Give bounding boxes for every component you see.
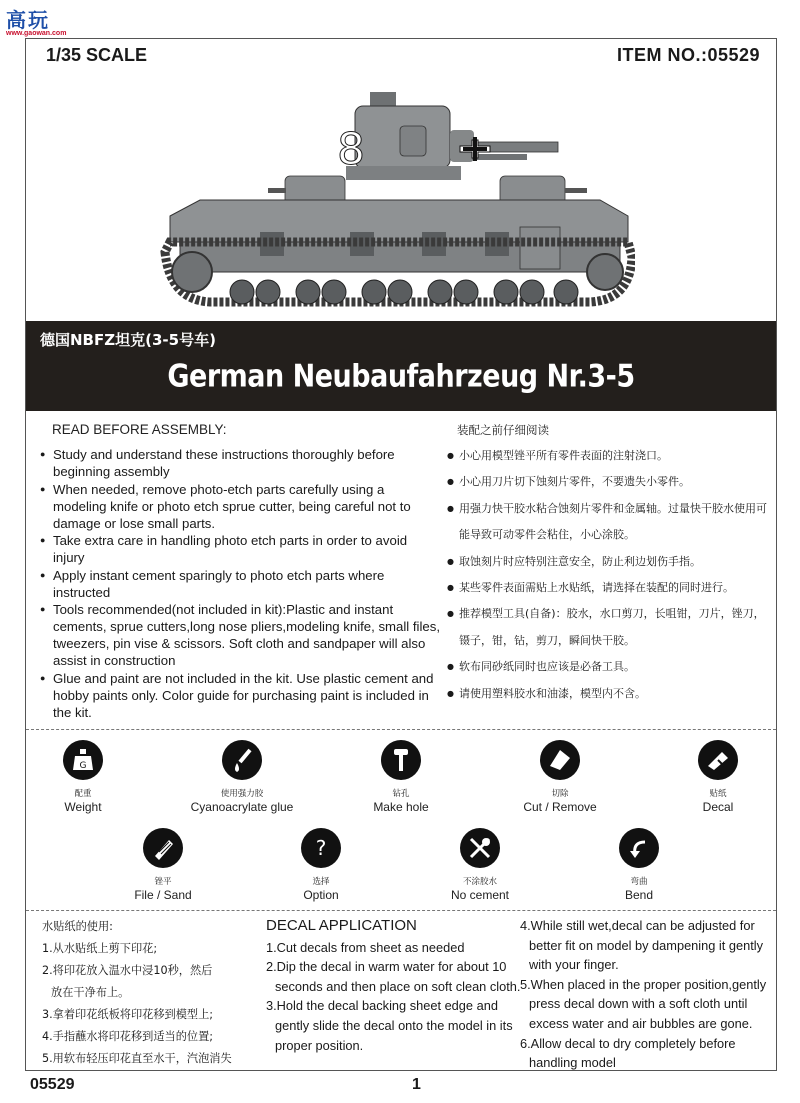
symbol-file bbox=[93, 828, 233, 902]
symbol-glue bbox=[172, 740, 312, 814]
tank-illustration bbox=[160, 92, 635, 314]
list-item: ● Glue and paint are not included in the kit. Use plastic cement and hobby paints only. Color guide for purchasing paint is included in the kit. bbox=[40, 670, 440, 721]
decal-step: press decal down with a soft cloth until bbox=[529, 996, 748, 1012]
decal-en-section-2 bbox=[520, 916, 775, 1073]
read-before-title: READ BEFORE ASSEMBLY: bbox=[52, 422, 227, 437]
list-item: ● 请使用塑料胶水和油漆，模型内不含。 bbox=[447, 681, 767, 707]
site-logo-text: 高玩 bbox=[6, 8, 50, 32]
symbol-label-cn: 配重 bbox=[74, 789, 92, 799]
svg-text:G: G bbox=[79, 761, 87, 771]
list-item: ● Tools recommended(not included in kit):Plastic and instant cements, sprue cutters,long nose pliers,modeling knife, small files, tweezers, pin vise & scissors. Soft cloth and sandpaper will also assist in construction bbox=[40, 601, 440, 669]
divider bbox=[26, 729, 776, 730]
instructions-en-list bbox=[40, 446, 440, 721]
symbol-weight bbox=[13, 740, 153, 814]
symbol-option bbox=[251, 828, 391, 902]
decal-step: 4.手指蘸水将印花移到适当的位置; bbox=[42, 1030, 214, 1043]
symbol-label-en: Option bbox=[303, 888, 339, 902]
decal-step: 5.用软布轻压印花直至水干，汽泡消失 bbox=[42, 1052, 232, 1065]
decal-step: excess water and air bubbles are gone. bbox=[529, 1015, 753, 1031]
decal-icon bbox=[698, 740, 738, 780]
site-logo bbox=[4, 4, 74, 38]
file-icon bbox=[143, 828, 183, 868]
list-item: ● 推荐模型工具(自备)：胶水，水口剪刀，长咀钳，刀片，锉刀，镊子，钳，钻，剪刀，瞬间快干胶。 bbox=[447, 601, 767, 654]
decal-step: 3.拿着印花纸板将印花移到模型上; bbox=[42, 1008, 214, 1021]
symbol-label-cn: 弯曲 bbox=[630, 877, 648, 887]
option-icon bbox=[301, 828, 341, 868]
drill-icon bbox=[381, 740, 421, 780]
weight-icon bbox=[63, 740, 103, 780]
symbol-label-en: Decal bbox=[702, 800, 734, 814]
list-item: ● When needed, remove photo-etch parts carefully using a modeling knife or photo etch sprue cutter, being careful not to damage or lose small parts. bbox=[40, 481, 440, 532]
title-english: German Neubaufahrzeug Nr.3-5 bbox=[167, 358, 635, 395]
list-item: ● 小心用模型锉平所有零件表面的注射浇口。 bbox=[447, 443, 767, 469]
decal-step: handling model bbox=[529, 1055, 616, 1071]
tank-turret bbox=[346, 92, 558, 180]
item-number: ITEM NO.:05529 bbox=[616, 45, 760, 65]
footer-item-code: 05529 bbox=[30, 1076, 75, 1093]
symbol-label-en: Cyanoacrylate glue bbox=[190, 800, 294, 814]
title-banner bbox=[26, 321, 776, 411]
read-before-title-cn: 装配之前仔细阅读 bbox=[457, 423, 549, 437]
symbol-label-en: Weight bbox=[64, 800, 102, 814]
decal-step: with your finger. bbox=[529, 957, 619, 973]
list-item: ● 某些零件表面需贴上水贴纸，请选择在装配的同时进行。 bbox=[447, 575, 767, 601]
instructions-cn-list bbox=[447, 443, 767, 707]
decal-step: 6.Allow decal to dry completely before bbox=[520, 1035, 736, 1051]
decal-step: seconds and then place on soft clean cloth. bbox=[275, 978, 521, 994]
decal-step: 1.从水贴纸上剪下印花; bbox=[42, 942, 158, 955]
tank-hull bbox=[170, 200, 628, 272]
symbol-label-en: No cement bbox=[450, 888, 510, 902]
symbol-label-en: Make hole bbox=[373, 800, 429, 814]
decal-cn-section bbox=[42, 916, 257, 1070]
list-item: ● 软布同砂纸同时也应该是必备工具。 bbox=[447, 654, 767, 680]
symbol-decal bbox=[648, 740, 788, 814]
tank-number: 8 bbox=[337, 124, 365, 175]
decal-en-title: DECAL APPLICATION bbox=[266, 917, 417, 934]
list-item: ● Study and understand these instructions thoroughly before beginning assembly bbox=[40, 446, 440, 480]
decal-step: 4.While still wet,decal can be adjusted for bbox=[520, 918, 755, 933]
list-item: ● 小心用刀片切下蚀刻片零件，不要遗失小零件。 bbox=[447, 469, 767, 495]
decal-cn-title: 水贴纸的使用: bbox=[42, 920, 113, 933]
symbol-cut bbox=[490, 740, 630, 814]
decal-step: gently slide the decal onto the model in its bbox=[275, 1017, 513, 1033]
symbol-label-en: Cut / Remove bbox=[523, 800, 597, 814]
cut-icon bbox=[540, 740, 580, 780]
title-chinese: 德国NBFZ坦克(3-5号车) bbox=[40, 331, 216, 349]
svg-text:?: ? bbox=[315, 836, 327, 860]
list-item: ● Take extra care in handling photo etch parts in order to avoid injury bbox=[40, 532, 440, 566]
symbol-label-cn: 钻孔 bbox=[392, 789, 410, 799]
decal-step: 2.将印花放入温水中浸10秒，然后 bbox=[42, 964, 213, 977]
symbol-label-en: File / Sand bbox=[134, 888, 192, 902]
glue-icon bbox=[222, 740, 262, 780]
symbol-label-cn: 切除 bbox=[551, 789, 569, 799]
divider bbox=[26, 910, 776, 911]
symbol-bend bbox=[569, 828, 709, 902]
decal-step: proper position. bbox=[275, 1037, 364, 1053]
bend-icon bbox=[619, 828, 659, 868]
symbol-label-cn: 使用强力胶 bbox=[220, 789, 264, 799]
no-cement-icon bbox=[460, 828, 500, 868]
symbol-no-cement bbox=[410, 828, 550, 902]
site-logo-url: www.gaowan.com bbox=[6, 30, 67, 37]
page-number: 1 bbox=[412, 1076, 421, 1093]
scale-label: 1/35 SCALE bbox=[46, 45, 148, 65]
symbol-label-cn: 锉平 bbox=[154, 877, 172, 887]
decal-step: better fit on model by dampening it gently bbox=[529, 937, 764, 953]
decal-step: 3.Hold the decal backing sheet edge and bbox=[266, 998, 498, 1014]
symbol-drill bbox=[331, 740, 471, 814]
decal-step: 放在干净布上。 bbox=[51, 986, 130, 999]
symbol-label-cn: 不涂胶水 bbox=[462, 877, 497, 887]
list-item: ● 用强力快干胶水粘合蚀刻片零件和金属轴。过量快干胶水使用可能导致可动零件会粘住，小心涂胶。 bbox=[447, 496, 767, 549]
decal-step: 5.When placed in the proper position,gently bbox=[520, 976, 767, 992]
list-item: ● Apply instant cement sparingly to photo etch parts where instructed bbox=[40, 567, 440, 601]
symbol-label-en: Bend bbox=[624, 888, 654, 902]
symbol-label-cn: 贴纸 bbox=[709, 789, 727, 799]
symbol-label-cn: 选择 bbox=[312, 877, 330, 887]
decal-en-section bbox=[266, 916, 526, 1055]
decal-step: 2.Dip the decal in warm water for about 10 bbox=[266, 959, 507, 975]
list-item: ● 取蚀刻片时应特别注意安全，防止利边划伤手指。 bbox=[447, 549, 767, 575]
decal-step: 1.Cut decals from sheet as needed bbox=[266, 939, 465, 955]
